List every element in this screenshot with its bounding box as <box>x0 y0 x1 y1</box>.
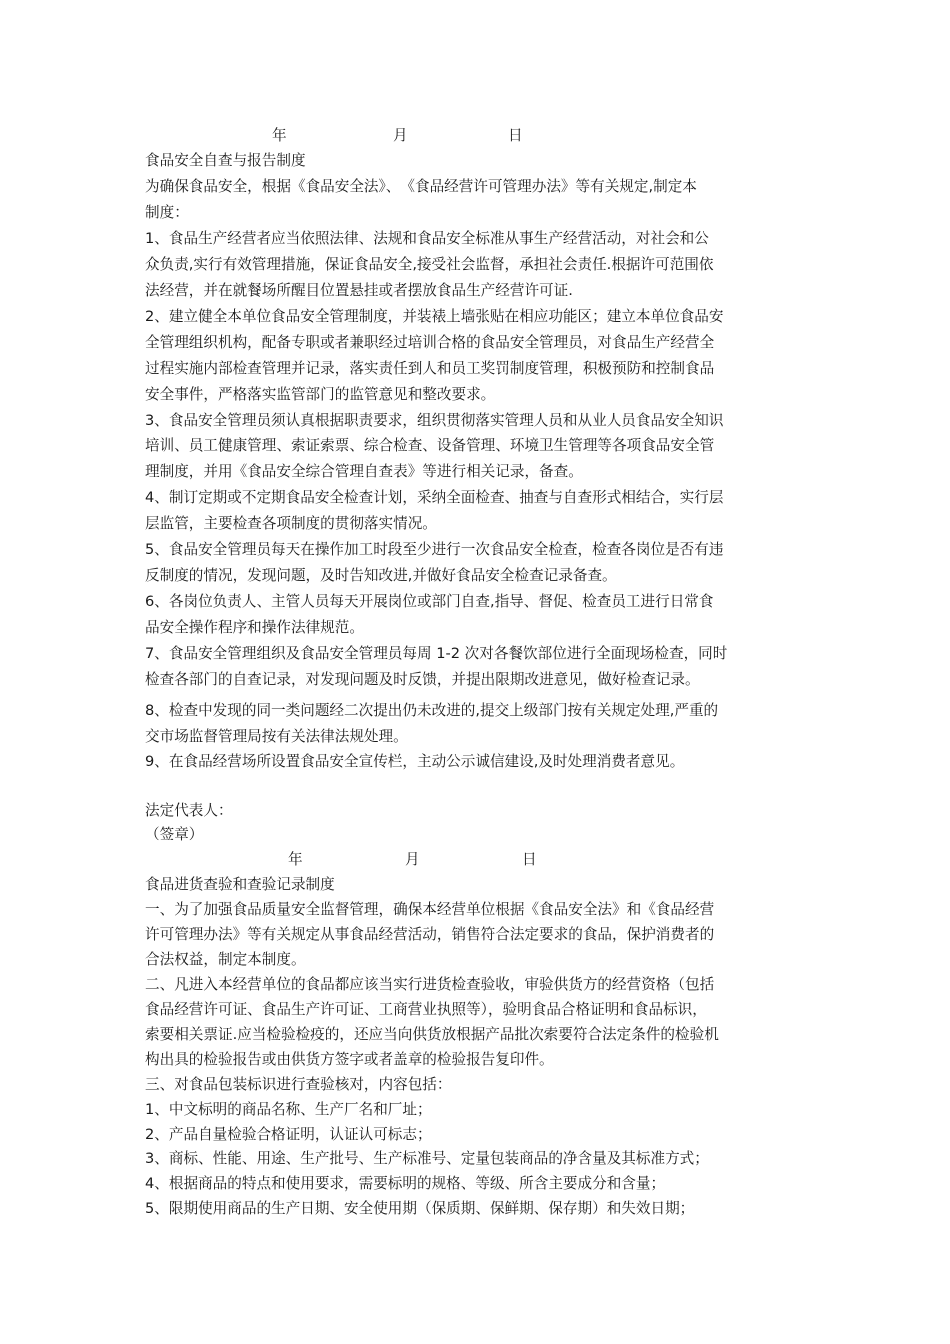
lines-c-text-line: 三、对食品包装标识进行查验核对，内容包括： <box>145 1075 452 1093</box>
lines-b-text-line: 交市场监督管理局按有关法律法规处理。 <box>145 727 408 745</box>
lines-a-text-line: 5、食品安全管理员每天在操作加工时段至少进行一次食品安全检查，检查各岗位是否有违 <box>145 541 724 559</box>
date-day: 日 <box>508 127 523 144</box>
lines-a-text-line: 1、食品生产经营者应当依照法律、法规和食品安全标准从事生产经营活动，对社会和公 <box>145 229 709 247</box>
lines-c-text-line: 3、商标、性能、用途、生产批号、生产标准号、定量包装商品的净含量及其标准方式； <box>145 1150 709 1168</box>
lines-b-text-line: 8、检查中发现的同一类问题经二次提出仍未改进的,提交上级部门按有关规定处理,严重的 <box>145 702 719 719</box>
lines-a-text-line: 3、食品安全管理员须认真根据职责要求，组织贯彻落实管理人员和从业人员食品安全知识 <box>145 411 724 429</box>
lines-c-text-line: 许可管理办法》等有关规定从事食品经营活动，销售符合法定要求的食品，保护消费者的 <box>145 925 715 943</box>
lines-a-text-line: 培训、员工健康管理、索证索票、综合检查、设备管理、环境卫生管理等各项食品安全管 <box>145 437 715 455</box>
date-day-2: 日 <box>522 851 537 868</box>
lines-c-text-line: 食品经营许可证、食品生产许可证、工商营业执照等），验明食品合格证明和食品标识， <box>145 1000 707 1018</box>
lines-a-text-line: 法经营，并在就餐场所醒目位置悬挂或者摆放食品生产经营许可证. <box>145 281 573 299</box>
lines-c-text-line: 4、根据商品的特点和使用要求，需要标明的规格、等级、所含主要成分和含量； <box>145 1175 666 1193</box>
lines-a-text-line: 全管理组织机构，配备专职或者兼职经过培训合格的食品安全管理员，对食品生产经营全 <box>145 333 715 351</box>
lines-c-text-line: 食品进货查验和查验记录制度 <box>145 876 335 893</box>
lines-a-text-line: 为确保食品安全，根据《食品安全法》、 《食品经营许可管理办法》等有关规定,制定本 <box>145 177 697 195</box>
lines-a-text-line: 过程实施内部检查管理并记录，落实责任到人和员工奖罚制度管理，积极预防和控制食品 <box>145 359 715 377</box>
lines-a-text-line: 理制度，并用《食品安全综合管理自查表》等进行相关记录，备查。 <box>145 463 583 481</box>
lines-a-text-line: 7、食品安全管理组织及食品安全管理员每周 1-2 次对各餐饮部位进行全面现场检查，同时 <box>145 645 728 663</box>
date-year: 年 <box>272 127 287 144</box>
lines-c-text-line: 一、为了加强食品质量安全监督管理，确保本经营单位根据《食品安全法》和《食品经营 <box>145 900 715 918</box>
lines-a-text-line: 食品安全自查与报告制度 <box>145 152 306 169</box>
legal-representative-label: 法定代表人： <box>145 802 233 819</box>
lines-c-text-line: 索要相关票证.应当检验检疫的，还应当向供货放根据产品批次索要符合法定条件的检验机 <box>145 1025 719 1043</box>
lines-a-text-line: 6、各岗位负责人、主管人员每天开展岗位或部门自查,指导、督促、检查员工进行日常食 <box>145 593 714 611</box>
date-month-2: 月 <box>405 851 420 868</box>
lines-a-text-line: 4、制订定期或不定期食品安全检查计划，采纳全面检查、抽查与自查形式相结合，实行层 <box>145 489 724 507</box>
lines-c-text-line: 2、产品自量检验合格证明，认证认可标志； <box>145 1125 432 1143</box>
lines-a-text-line: 2、建立健全本单位食品安全管理制度，并装裱上墙张贴在相应功能区；建立本单位食品安 <box>145 307 724 325</box>
lines-a-text-line: 品安全操作程序和操作法律规范。 <box>145 619 364 637</box>
lines-a-text-line: 检查各部门的自查记录，对发现问题及时反馈，并提出限期改进意见，做好检查记录。 <box>145 671 700 688</box>
lines-a-text-line: 制度： <box>145 203 189 221</box>
lines-c-text-line: 二、凡进入本经营单位的食品都应该当实行进货检查验收，审验供货方的经营资格（包括 <box>145 975 715 993</box>
date-year-2: 年 <box>288 851 303 868</box>
seal-label: （签章） <box>145 826 204 843</box>
lines-a-text-line: 众负责,实行有效管理措施，保证食品安全,接受社会监督，承担社会责任.根据许可范围依 <box>145 255 714 273</box>
lines-c-text-line: 1、中文标明的商品名称、生产厂名和厂址； <box>145 1100 432 1118</box>
lines-c-text-line: 构出具的检验报告或由供货方签字或者盖章的检验报告复印件。 <box>145 1050 554 1068</box>
lines-c-text-line: 合法权益，制定本制度。 <box>145 950 306 968</box>
date-month: 月 <box>393 127 408 144</box>
lines-a-text-line: 反制度的情况，发现问题，及时告知改进,并做好食品安全检查记录备查。 <box>145 567 617 585</box>
lines-b-text-line: 9、在食品经营场所设置食品安全宣传栏，主动公示诚信建设,及时处理消费者意见。 <box>145 753 685 770</box>
lines-a-text-line: 层监管，主要检查各项制度的贯彻落实情况。 <box>145 515 437 533</box>
lines-c-text-line: 5、限期使用商品的生产日期、安全使用期（保质期、保鲜期、保存期）和失效日期； <box>145 1200 695 1218</box>
lines-a-text-line: 安全事件，严格落实监管部门的监管意见和整改要求。 <box>145 385 496 403</box>
